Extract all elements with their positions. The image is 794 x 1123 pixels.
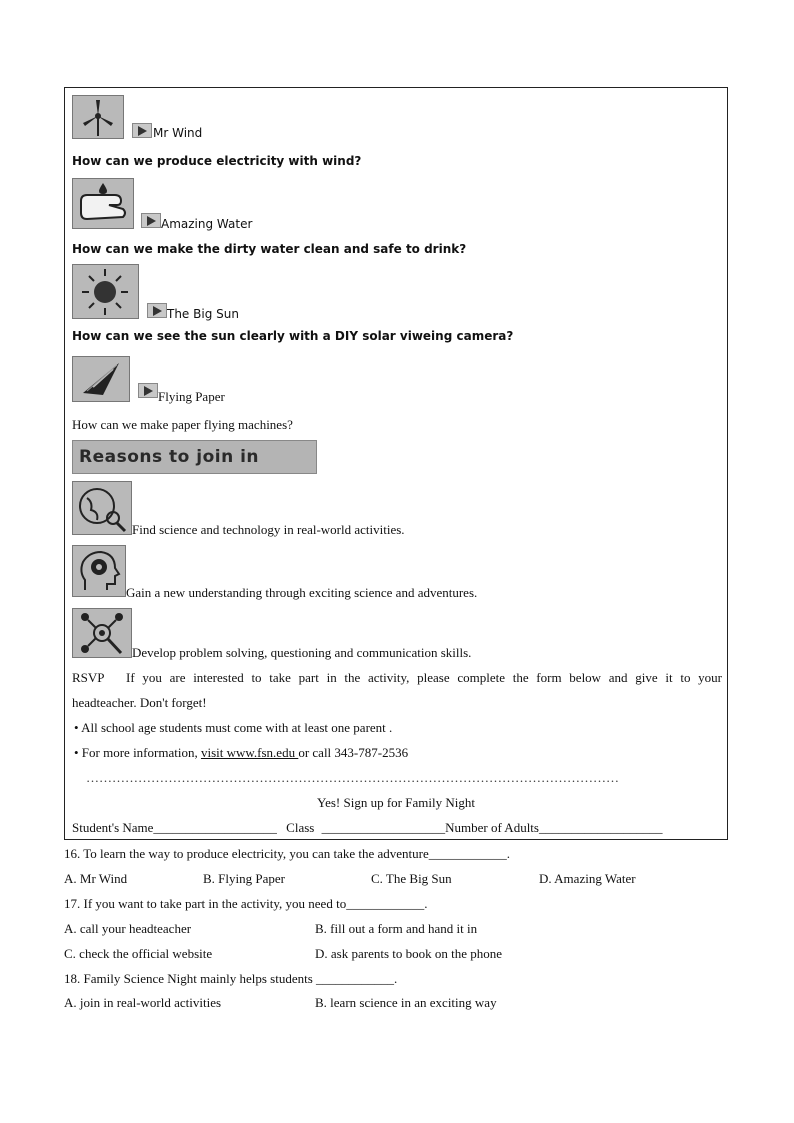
rsvp-instructions: If you are interested to take part in the activity, please complete the form below and give it to your (126, 670, 722, 685)
reason-text: Develop problem solving, questioning and communication skills. (132, 645, 472, 660)
cut-line: …………………………………………………………………………………………………………… (86, 770, 619, 785)
adults-field[interactable]: ___________________ (538, 820, 663, 835)
form-title: Yes! Sign up for Family Night (317, 795, 475, 810)
info-phone: or call 343-787-2536 (298, 745, 409, 760)
student-name-label: Student's Name (72, 820, 154, 835)
option[interactable]: B. learn science in an exciting way (315, 995, 497, 1010)
globe-magnifier-icon (72, 481, 132, 535)
student-name-field[interactable]: ___________________ (153, 820, 277, 835)
option[interactable]: A. Mr Wind (64, 871, 128, 886)
question-stem: 18. Family Science Night mainly helps students ____________. (64, 971, 398, 986)
adventure-question: How can we make paper flying machines? (72, 417, 293, 432)
question-stem: 16. To learn the way to produce electricity, you can take the adventure____________. (64, 846, 510, 861)
arrow-bullet-icon (141, 213, 161, 228)
reasons-banner (72, 440, 317, 474)
adults-label: Number of Adults (445, 820, 539, 835)
hand-water-drop-icon (72, 178, 134, 229)
option[interactable]: C. The Big Sun (371, 871, 452, 886)
wind-turbine-icon (72, 95, 124, 139)
adventure-question: How can we make the dirty water clean and safe to drink? (72, 242, 467, 256)
adventure-title: The Big Sun (167, 307, 239, 321)
info-prefix: • For more information, (74, 745, 201, 760)
question-stem: 17. If you want to take part in the activity, you need to____________. (64, 896, 428, 911)
option[interactable]: B. Flying Paper (203, 871, 285, 886)
option[interactable]: A. join in real-world activities (64, 995, 222, 1010)
rsvp-label: RSVP (72, 670, 105, 685)
sun-icon (72, 264, 139, 319)
arrow-bullet-icon (138, 383, 158, 398)
option[interactable]: A. call your headteacher (64, 921, 192, 936)
rsvp-bullet: • All school age students must come with at least one parent . (74, 720, 393, 735)
class-field[interactable]: ___________________ (321, 820, 446, 835)
arrow-bullet-icon (147, 303, 167, 318)
network-magnifier-icon (72, 608, 132, 658)
adventure-title: Flying Paper (158, 389, 225, 404)
rsvp-instructions-cont: headteacher. Don't forget! (72, 695, 207, 710)
signup-form-row (72, 820, 662, 836)
head-gear-icon (72, 545, 126, 597)
class-label: Class (286, 820, 315, 835)
option[interactable]: D. ask parents to book on the phone (315, 946, 503, 961)
option[interactable]: C. check the official website (64, 946, 213, 961)
adventure-title: Amazing Water (161, 217, 253, 231)
adventure-question: How can we see the sun clearly with a DIY solar viweing camera? (72, 329, 514, 343)
adventure-question: How can we produce electricity with wind? (72, 154, 362, 168)
reason-text: Gain a new understanding through exciting science and adventures. (126, 585, 478, 600)
reason-text: Find science and technology in real-world activities. (132, 522, 405, 537)
website-link[interactable]: visit www.fsn.edu (200, 745, 299, 760)
arrow-bullet-icon (132, 123, 152, 138)
adventure-title: Mr Wind (153, 126, 203, 140)
rsvp-bullet-info (74, 745, 408, 761)
reasons-banner-text: Reasons to join in (79, 447, 260, 467)
option[interactable]: B. fill out a form and hand it in (315, 921, 478, 936)
option[interactable]: D. Amazing Water (539, 871, 636, 886)
paper-rocket-icon (72, 356, 130, 402)
